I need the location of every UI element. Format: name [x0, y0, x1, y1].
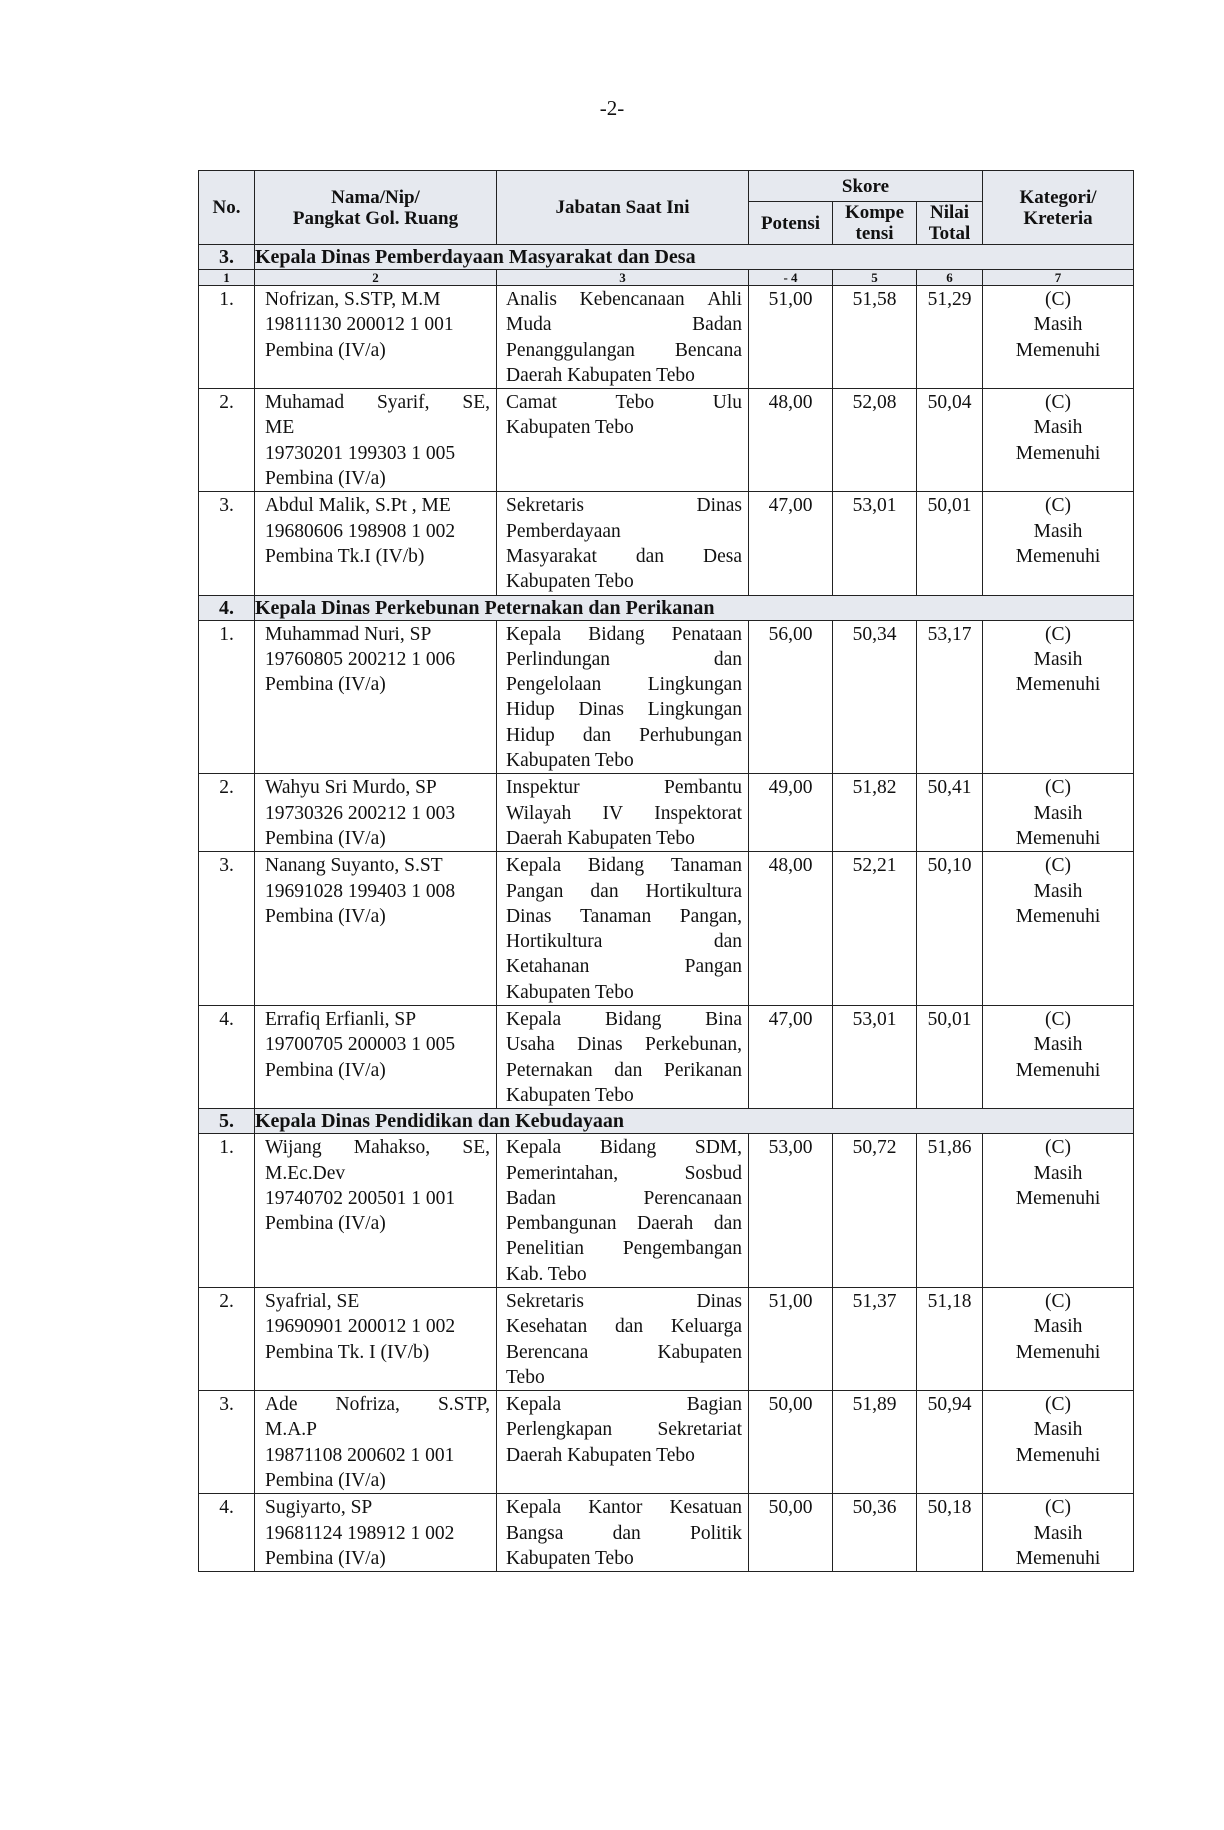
jabatan-line: Sekretaris Dinas — [506, 495, 742, 517]
jabatan-line: Penanggulangan Bencana — [506, 339, 742, 361]
kategori-kreteria — [983, 389, 1134, 492]
jabatan-line: Kabupaten Tebo — [506, 981, 634, 1003]
kategori-line: Memenuhi — [1015, 545, 1101, 567]
header-nilai-total — [917, 202, 983, 245]
name-line: 19730326 200212 1 003 — [265, 802, 456, 824]
table-row — [199, 389, 1134, 492]
jabatan-line: Kepala Bagian — [506, 1394, 742, 1416]
nilai-total-score: 53,17 — [917, 620, 983, 774]
header-no: No. — [199, 171, 255, 245]
kategori-kreteria — [983, 852, 1134, 1006]
table-row — [199, 286, 1134, 389]
name-line: Wijang Mahakso, SE, — [265, 1137, 490, 1159]
header-line: Nama/Nip/ — [331, 186, 420, 208]
jabatan-line: Kabupaten Tebo — [506, 417, 634, 439]
potensi-score: 50,00 — [749, 1494, 833, 1572]
kategori-kreteria — [983, 774, 1134, 852]
name-line: Pembina (IV/a) — [265, 1470, 386, 1492]
jabatan-line: Hidup Dinas Lingkungan — [506, 699, 742, 721]
section-header-row — [199, 245, 1134, 270]
kompetensi-score: 51,37 — [833, 1287, 917, 1390]
kategori-line: Masih — [1033, 1162, 1083, 1184]
jabatan-line: Kab. Tebo — [506, 1263, 587, 1285]
jabatan-line: Kepala Bidang SDM, — [506, 1137, 742, 1159]
header-line: tensi — [855, 223, 894, 244]
jabatan-line: Tebo — [506, 1366, 545, 1388]
nilai-total-score: 50,41 — [917, 774, 983, 852]
row-number: 1. — [199, 286, 255, 389]
jabatan-line: Inspektur Pembantu — [506, 777, 742, 799]
potensi-score: 53,00 — [749, 1134, 833, 1288]
jabatan-line: Masyarakat dan Desa — [506, 545, 742, 567]
section-number: 3. — [199, 245, 255, 270]
row-number: 4. — [199, 1494, 255, 1572]
header-skore: Skore — [749, 171, 983, 202]
name-line: 19730201 199303 1 005 — [265, 442, 456, 464]
nama-nip-pangkat — [255, 852, 497, 1006]
nilai-total-score: 50,01 — [917, 492, 983, 595]
name-line: Pembina (IV/a) — [265, 339, 386, 361]
jabatan-line: Kepala Bidang Penataan — [506, 623, 742, 645]
kategori-line: Masih — [1033, 1419, 1083, 1441]
kategori-line: (C) — [1045, 392, 1072, 414]
nilai-total-score: 51,29 — [917, 286, 983, 389]
jabatan-line: Kabupaten Tebo — [506, 1547, 634, 1569]
jabatan-line: Berencana Kabupaten — [506, 1341, 742, 1363]
name-line: Pembina (IV/a) — [265, 1059, 386, 1081]
kompetensi-score: 51,89 — [833, 1391, 917, 1494]
header-line: Pangkat Gol. Ruang — [292, 207, 459, 229]
kompetensi-score: 51,58 — [833, 286, 917, 389]
header-jabatan: Jabatan Saat Ini — [497, 171, 749, 245]
jabatan-line: Kabupaten Tebo — [506, 750, 634, 772]
kategori-line: Memenuhi — [1015, 442, 1101, 464]
header-line: Nilai — [929, 202, 970, 223]
kategori-line: Memenuhi — [1015, 905, 1101, 927]
nilai-total-score: 51,18 — [917, 1287, 983, 1390]
nilai-total-score: 50,01 — [917, 1006, 983, 1109]
jabatan-line: Pangan dan Hortikultura — [506, 880, 742, 902]
potensi-score: 50,00 — [749, 1391, 833, 1494]
nama-nip-pangkat — [255, 1391, 497, 1494]
jabatan-line: Pemerintahan, Sosbud — [506, 1162, 742, 1184]
jabatan-line: Perlengkapan Sekretariat — [506, 1419, 742, 1441]
name-line: M.A.P — [265, 1419, 318, 1441]
jabatan-saat-ini — [497, 620, 749, 774]
kategori-line: (C) — [1045, 495, 1072, 517]
section-title: Kepala Dinas Perkebunan Peternakan dan Perikanan — [255, 595, 1134, 620]
name-line: 19740702 200501 1 001 — [265, 1187, 456, 1209]
kategori-line: Masih — [1033, 520, 1083, 542]
kategori-line: (C) — [1045, 1009, 1072, 1031]
kategori-line: Masih — [1033, 1034, 1083, 1056]
jabatan-line: Muda Badan — [506, 314, 742, 336]
kompetensi-score: 50,34 — [833, 620, 917, 774]
nama-nip-pangkat — [255, 286, 497, 389]
kompetensi-score: 52,08 — [833, 389, 917, 492]
jabatan-line: Bangsa dan Politik — [506, 1522, 742, 1544]
table-row — [199, 1494, 1134, 1572]
column-number: 2 — [255, 270, 497, 286]
column-number: 1 — [199, 270, 255, 286]
kategori-kreteria — [983, 1006, 1134, 1109]
kategori-line: (C) — [1045, 1497, 1072, 1519]
name-line: Abdul Malik, S.Pt , ME — [265, 495, 451, 517]
jabatan-line: Kepala Bidang Bina — [506, 1009, 742, 1031]
section-header-row — [199, 595, 1134, 620]
kategori-line: Masih — [1033, 1316, 1083, 1338]
row-number: 1. — [199, 1134, 255, 1288]
name-line: 19681124 198912 1 002 — [265, 1522, 455, 1544]
kategori-line: Memenuhi — [1015, 1059, 1101, 1081]
potensi-score: 48,00 — [749, 852, 833, 1006]
header-line: Kategori/ — [1019, 186, 1097, 208]
name-line: Pembina Tk. I (IV/b) — [265, 1341, 430, 1363]
jabatan-saat-ini — [497, 389, 749, 492]
kategori-line: Masih — [1033, 314, 1083, 336]
jabatan-line: Daerah Kabupaten Tebo — [506, 364, 695, 386]
column-number: 6 — [917, 270, 983, 286]
row-number: 3. — [199, 492, 255, 595]
jabatan-line: Dinas Tanaman Pangan, — [506, 905, 742, 927]
header-line: Kompe — [844, 202, 905, 223]
row-number: 4. — [199, 1006, 255, 1109]
section-header-row — [199, 1109, 1134, 1134]
column-number: 7 — [983, 270, 1134, 286]
name-line: Muhammad Nuri, SP — [265, 623, 432, 645]
nama-nip-pangkat — [255, 620, 497, 774]
row-number: 3. — [199, 852, 255, 1006]
row-number: 2. — [199, 774, 255, 852]
jabatan-saat-ini — [497, 1134, 749, 1288]
name-line: Pembina (IV/a) — [265, 468, 386, 490]
potensi-score: 51,00 — [749, 1287, 833, 1390]
name-line: Pembina Tk.I (IV/b) — [265, 545, 425, 567]
kategori-line: Memenuhi — [1015, 1547, 1101, 1569]
nama-nip-pangkat — [255, 389, 497, 492]
jabatan-line: Daerah Kabupaten Tebo — [506, 1444, 695, 1466]
name-line: Nofrizan, S.STP, M.M — [265, 289, 441, 310]
name-line: Sugiyarto, SP — [265, 1497, 373, 1519]
kategori-line: Masih — [1033, 648, 1083, 670]
kompetensi-score: 52,21 — [833, 852, 917, 1006]
kategori-line: (C) — [1045, 1290, 1072, 1312]
section-number: 5. — [199, 1109, 255, 1134]
page-number: -2- — [599, 96, 625, 120]
jabatan-saat-ini — [497, 1494, 749, 1572]
kategori-kreteria — [983, 286, 1134, 389]
nilai-total-score: 50,10 — [917, 852, 983, 1006]
name-line: Pembina (IV/a) — [265, 1547, 386, 1569]
name-line: Nanang Suyanto, S.ST — [265, 855, 443, 877]
jabatan-line: Kabupaten Tebo — [506, 1084, 634, 1106]
name-line: Ade Nofriza, S.STP, — [265, 1394, 490, 1416]
name-line: Pembina (IV/a) — [265, 905, 386, 927]
jabatan-saat-ini — [497, 852, 749, 1006]
jabatan-saat-ini — [497, 286, 749, 389]
kategori-line: (C) — [1045, 289, 1072, 310]
jabatan-line: Sekretaris Dinas — [506, 1290, 742, 1312]
row-number: 2. — [199, 1287, 255, 1390]
kompetensi-score: 50,36 — [833, 1494, 917, 1572]
kompetensi-score: 53,01 — [833, 492, 917, 595]
table-row — [199, 1287, 1134, 1390]
jabatan-saat-ini — [497, 492, 749, 595]
jabatan-line: Ketahanan Pangan — [506, 956, 742, 978]
kategori-line: Memenuhi — [1015, 339, 1101, 361]
name-line: Muhamad Syarif, SE, — [265, 392, 490, 414]
nama-nip-pangkat — [255, 1494, 497, 1572]
kategori-line: (C) — [1045, 777, 1072, 799]
jabatan-line: Camat Tebo Ulu — [506, 392, 742, 414]
kompetensi-score: 51,82 — [833, 774, 917, 852]
jabatan-saat-ini — [497, 1391, 749, 1494]
potensi-score: 49,00 — [749, 774, 833, 852]
jabatan-line: Kepala Bidang Tanaman — [506, 855, 742, 877]
jabatan-line: Badan Perencanaan — [506, 1187, 742, 1209]
kategori-line: Masih — [1033, 880, 1083, 902]
jabatan-line: Analis Kebencanaan Ahli — [506, 289, 742, 310]
header-nama — [255, 171, 497, 245]
row-number: 2. — [199, 389, 255, 492]
section-title: Kepala Dinas Pendidikan dan Kebudayaan — [255, 1109, 1134, 1134]
potensi-score: 51,00 — [749, 286, 833, 389]
name-line: 19700705 200003 1 005 — [265, 1034, 456, 1056]
potensi-score: 47,00 — [749, 1006, 833, 1109]
kategori-line: Memenuhi — [1015, 1187, 1101, 1209]
kategori-line: (C) — [1045, 1394, 1072, 1416]
kategori-kreteria — [983, 1494, 1134, 1572]
nilai-total-score: 50,04 — [917, 389, 983, 492]
table-row — [199, 852, 1134, 1006]
kategori-line: (C) — [1045, 855, 1072, 877]
header-line: Total — [928, 223, 971, 244]
header-kompetensi — [833, 202, 917, 245]
nama-nip-pangkat — [255, 492, 497, 595]
header-line: Kreteria — [1023, 207, 1093, 229]
row-number: 1. — [199, 620, 255, 774]
name-line: Pembina (IV/a) — [265, 674, 386, 696]
potensi-score: 48,00 — [749, 389, 833, 492]
kategori-line: (C) — [1045, 623, 1072, 645]
name-line: Syafrial, SE — [265, 1290, 360, 1312]
jabatan-saat-ini — [497, 1006, 749, 1109]
column-number: 5 — [833, 270, 917, 286]
jabatan-line: Wilayah IV Inspektorat — [506, 802, 742, 824]
jabatan-line: Hortikultura dan — [506, 931, 742, 953]
kompetensi-score: 53,01 — [833, 1006, 917, 1109]
table-row — [199, 1006, 1134, 1109]
jabatan-line: Pengelolaan Lingkungan — [506, 674, 742, 696]
jabatan-saat-ini — [497, 1287, 749, 1390]
jabatan-line: Peternakan dan Perikanan — [506, 1059, 742, 1081]
kategori-line: Memenuhi — [1015, 827, 1101, 849]
kategori-line: Masih — [1033, 1522, 1083, 1544]
name-line: 19680606 198908 1 002 — [265, 520, 456, 542]
kategori-kreteria — [983, 492, 1134, 595]
name-line: Errafiq Erfianli, SP — [265, 1009, 417, 1031]
name-line: Pembina (IV/a) — [265, 1213, 386, 1235]
nama-nip-pangkat — [255, 1006, 497, 1109]
kategori-kreteria — [983, 1134, 1134, 1288]
potensi-score: 47,00 — [749, 492, 833, 595]
jabatan-line: Penelitian Pengembangan — [506, 1238, 742, 1260]
candidate-score-table — [198, 170, 1134, 1572]
column-number-row — [199, 270, 1134, 286]
kategori-kreteria — [983, 620, 1134, 774]
kategori-line: Memenuhi — [1015, 674, 1101, 696]
jabatan-line: Pemberdayaan — [506, 520, 621, 542]
table-row — [199, 1391, 1134, 1494]
kategori-line: Memenuhi — [1015, 1444, 1101, 1466]
jabatan-line: Pembangunan Daerah dan — [506, 1213, 742, 1235]
section-title: Kepala Dinas Pemberdayaan Masyarakat dan Desa — [255, 245, 1134, 270]
jabatan-line: Daerah Kabupaten Tebo — [506, 827, 695, 849]
row-number: 3. — [199, 1391, 255, 1494]
jabatan-saat-ini — [497, 774, 749, 852]
kategori-kreteria — [983, 1287, 1134, 1390]
jabatan-line: Kabupaten Tebo — [506, 571, 634, 593]
jabatan-line: Hidup dan Perhubungan — [506, 724, 742, 746]
nilai-total-score: 51,86 — [917, 1134, 983, 1288]
table-body — [199, 245, 1134, 1572]
nilai-total-score: 50,94 — [917, 1391, 983, 1494]
name-line: 19691028 199403 1 008 — [265, 880, 456, 902]
kompetensi-score: 50,72 — [833, 1134, 917, 1288]
potensi-score: 56,00 — [749, 620, 833, 774]
name-line: 19690901 200012 1 002 — [265, 1316, 456, 1338]
table-header — [199, 171, 1134, 245]
name-line: ME — [265, 417, 295, 439]
name-line: 19871108 200602 1 001 — [265, 1444, 455, 1466]
kategori-line: Masih — [1033, 802, 1083, 824]
kategori-line: Masih — [1033, 417, 1083, 439]
jabatan-line: Usaha Dinas Perkebunan, — [506, 1034, 742, 1056]
column-number: 3 — [497, 270, 749, 286]
name-line: M.Ec.Dev — [265, 1162, 346, 1184]
table-row — [199, 620, 1134, 774]
jabatan-line: Kepala Kantor Kesatuan — [506, 1497, 742, 1519]
jabatan-line: Kesehatan dan Keluarga — [506, 1316, 742, 1338]
jabatan-line: Perlindungan dan — [506, 648, 742, 670]
nama-nip-pangkat — [255, 774, 497, 852]
kategori-line: Memenuhi — [1015, 1341, 1101, 1363]
name-line: Wahyu Sri Murdo, SP — [265, 777, 437, 799]
nilai-total-score: 50,18 — [917, 1494, 983, 1572]
table-row — [199, 492, 1134, 595]
column-number: - 4 — [749, 270, 833, 286]
section-number: 4. — [199, 595, 255, 620]
kategori-kreteria — [983, 1391, 1134, 1494]
name-line: Pembina (IV/a) — [265, 827, 386, 849]
name-line: 19760805 200212 1 006 — [265, 648, 456, 670]
kategori-line: (C) — [1045, 1137, 1072, 1159]
header-kategori — [983, 171, 1134, 245]
header-potensi: Potensi — [749, 202, 833, 245]
nama-nip-pangkat — [255, 1134, 497, 1288]
nama-nip-pangkat — [255, 1287, 497, 1390]
name-line: 19811130 200012 1 001 — [265, 314, 454, 336]
table-row — [199, 774, 1134, 852]
table-row — [199, 1134, 1134, 1288]
